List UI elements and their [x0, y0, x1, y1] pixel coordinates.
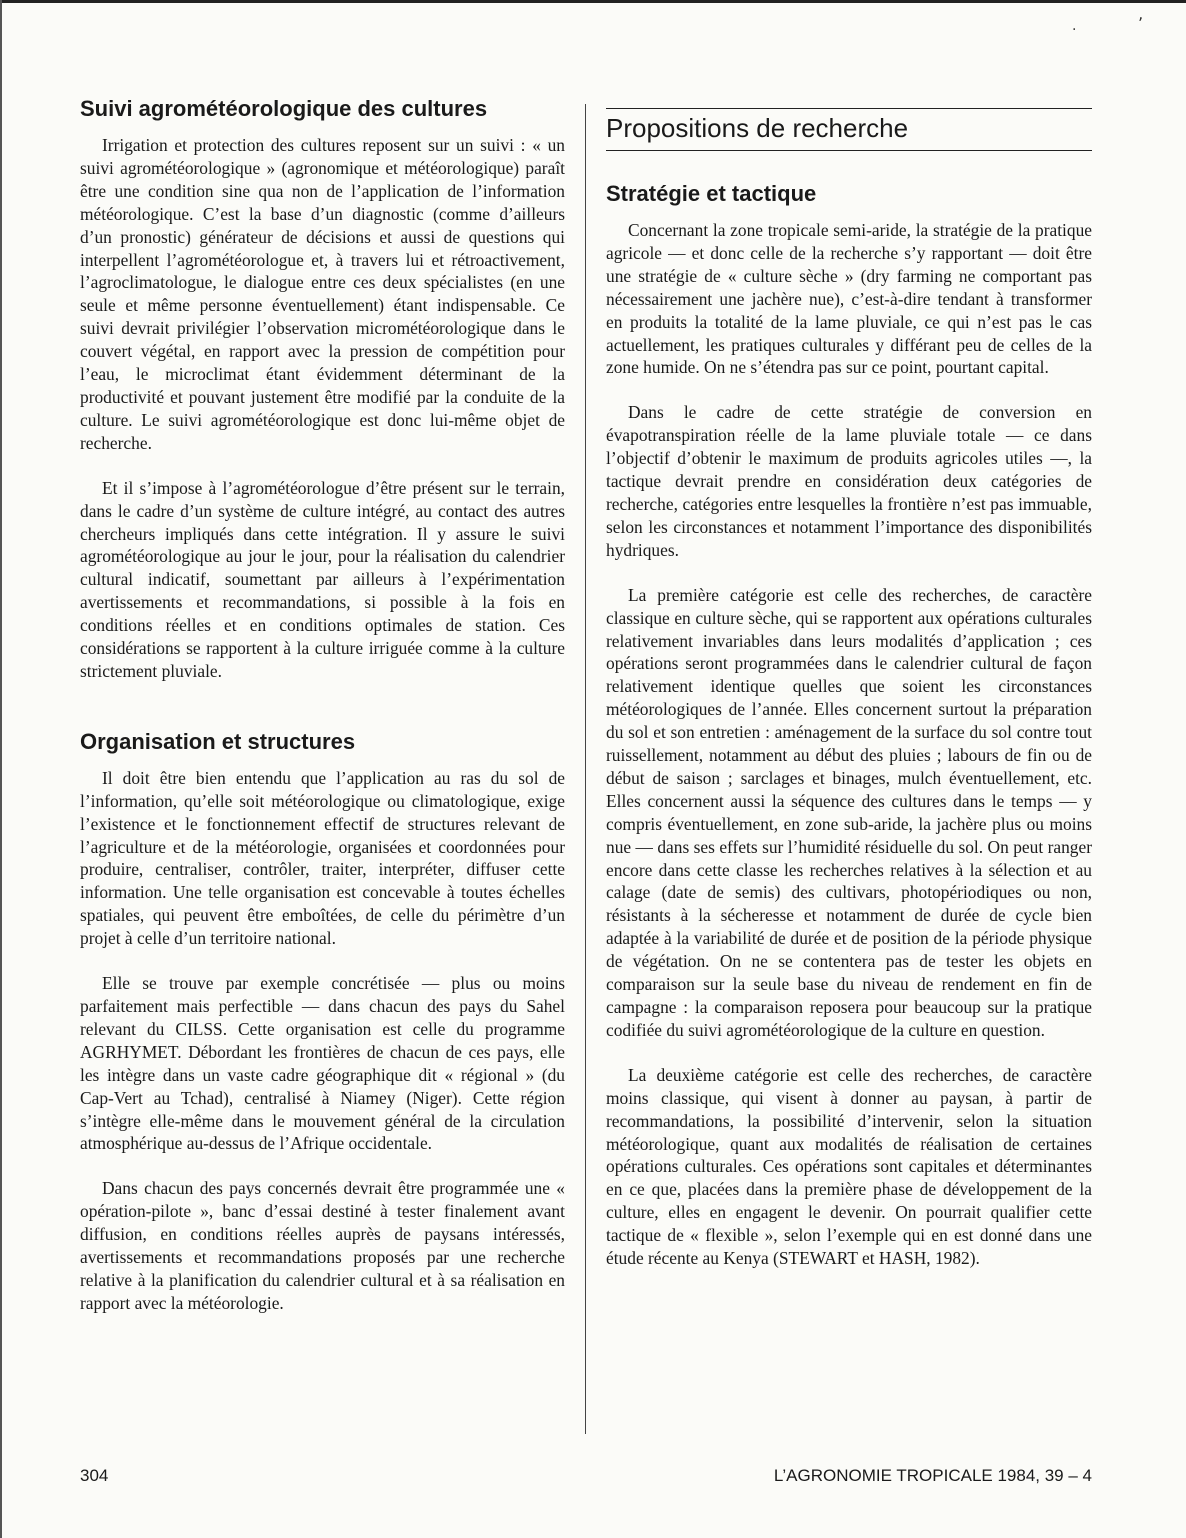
part-title: Propositions de recherche: [606, 108, 1092, 151]
section-title-organisation: Organisation et structures: [80, 728, 356, 754]
paragraph: Irrigation et protection des cultures reposent sur un suivi : « un suivi agrométéorologique » (agronomique et météorologique) paraît être une condition sine qua non de l’application de l’information météorologique. C’est la base d’un diagnostic (comme d’ailleurs d’un pronostic) générateur de décisions et aussi de questions qui interpellent l’agrométéorologue et, à travers lui et rétroactivement, l’agroclimatologue, le dialogue entre ces deux spécialistes (en une seule et même personne éventuellement) étant indispensable. Ce suivi devrait privilégier l’observation micrométéorologique dans le couvert végétal, en rapport avec la pression de compétition pour l’eau, le microclimat étant évidemment déterminant de la productivité et pouvant justement être modifié par la conduite de la culture. Le suivi agrométéorologique est donc lui-même objet de recherche.: [80, 135, 565, 453]
right-column: [606, 108, 1092, 1270]
paragraph: Concernant la zone tropicale semi-aride, la stratégie de la pratique agricole — et donc celle de la recherche s’y rapportant — doit être une stratégie de « culture sèche » (dry farming ne comportant pas nécessairement une jachère nue), c’est-à-dire tendant à transformer en produits la totalité de la lame pluviale, ce qui n’est pas le cas actuellement, les pratiques culturales y différant peu de celles de la zone humide. On ne s’étendra pas sur ce point, pourtant capital.: [606, 220, 1092, 378]
left-column: [80, 96, 565, 1315]
scan-speck: ·: [1072, 22, 1077, 38]
paragraph: Et il s’impose à l’agrométéorologue d’être présent sur le terrain, dans le cadre d’un système de culture intégré, au contact des autres chercheurs impliqués dans cette intégration. Il y assure le suivi agrométéorologique au jour le jour, pour la réalisation du calendrier cultural indicatif, soumettant par ailleurs à l’expérimentation avertissements et recommandations, si possible à la fois en conditions réelles et en conditions optimales de station. Ces considérations se rapportent à la culture irriguée comme à la culture strictement pluviale.: [80, 477, 565, 681]
page-number: 304: [80, 1466, 109, 1485]
paragraph: La deuxième catégorie est celle des recherches, de caractère moins classique, qui visent à donner au paysan, à partir de recommandations, la possibilité d’intervenir, selon la situation météorologique, quant aux modalités de réalisation de certaines opérations culturales. Ces opérations sont capitales et déterminantes en ce que, placées dans la première phase de développement de la culture, elles en engagent le devenir. On pourrait qualifier cette tactique de « flexible », selon l’exemple qui en est donné dans une étude récente au Kenya (STEWART et HASH, 1982).: [606, 1064, 1092, 1269]
section-title-suivi: Suivi agrométéorologique des cultures: [80, 96, 488, 121]
paragraph: Elle se trouve par exemple concrétisée — plus ou moins parfaitement mais perfectible — dans chacun des pays du Sahel relevant du CILSS. Cette organisation est celle du programme AGRHYMET. Débordant les frontières de chacun de ces pays, elle les intègre dans un vaste cadre géographique dit « régional » (du Cap-Vert au Tchad), centralisé à Niamey (Niger). Cette région s’intègre elle-même dans le mouvement général de la circulation atmosphérique au-dessus de l’Afrique occidentale.: [80, 973, 565, 1154]
column-divider: [585, 104, 586, 1434]
scan-speck: ʼ: [1138, 14, 1144, 33]
scan-edge-left: [0, 0, 2, 1538]
paragraph: La première catégorie est celle des recherches, de caractère classique en culture sèche, qui se rapportent aux opérations culturales relativement invariables dans leurs modalités d’application ; ces opérations seront programmées dans le calendrier cultural de façon relativement identique quelles que soient les circonstances météorologiques de l’année. Elles concernent surtout la préparation du sol et son entretien : aménagement de la surface du sol contre tout ruissellement, notamment au début des pluies ; labours de fin ou de début de saison ; sarclages et binages, mulch éventuellement, etc. Elles concernent aussi la séquence des cultures dans le temps — y compris éventuellement, en zone sub-aride, la jachère plus ou moins nue — dans ses effets sur l’humidité résiduelle du sol. On peut ranger encore dans cette classe les recherches relatives à la sélection et au calage (date de semis) des cultivars, photopériodiques ou non, résistants à la sécheresse et notamment de durée de cycle bien adaptée à la variabilité de durée et de position de la période physique de végétation. On ne se contentera pas de tester les objets en comparaison sur la seule base du niveau de rendement en fin de campagne : la comparaison reposera pour beaucoup sur la pratique codifiée du suivi agrométéorologique de la culture en question.: [606, 584, 1092, 1040]
paragraph: Dans chacun des pays concernés devrait être programmée une « opération-pilote », banc d’essai destiné à tester finalement avant diffusion, en conditions réelles auprès de paysans intéressés, avertissements et recommandations proposés par une recherche relative à la planification du calendrier cultural et à sa réalisation en rapport avec la météorologie.: [80, 1178, 565, 1313]
paragraph: Dans le cadre de cette stratégie de conversion en évapotranspiration réelle de la lame pluviale totale — ce dans l’objectif d’obtenir le maximum de produits agricoles utiles —, la tactique devrait prendre en considération deux catégories de recherche, catégories entre lesquelles la frontière n’est pas immuable, selon les circonstances et notamment l’importance des disponibilités hydriques.: [606, 402, 1092, 560]
section-title-strategie: Stratégie et tactique: [606, 181, 817, 206]
paragraph: Il doit être bien entendu que l’application au ras du sol de l’information, qu’elle soit météorologique ou climatologique, exige l’existence et le fonctionnement effectif de structures relevant de l’agriculture et de la météorologie, organisées et coordonnées pour produire, centraliser, contrôler, traiter, interpréter, diffuser cette information. Une telle organisation est concevable à toutes échelles spatiales, qui peuvent être emboîtées, de celle du périmètre d’un projet à celle d’un territoire national.: [80, 767, 565, 949]
scan-edge-top: [0, 0, 1186, 3]
journal-reference: L’AGRONOMIE TROPICALE 1984, 39 – 4: [773, 1466, 1092, 1485]
